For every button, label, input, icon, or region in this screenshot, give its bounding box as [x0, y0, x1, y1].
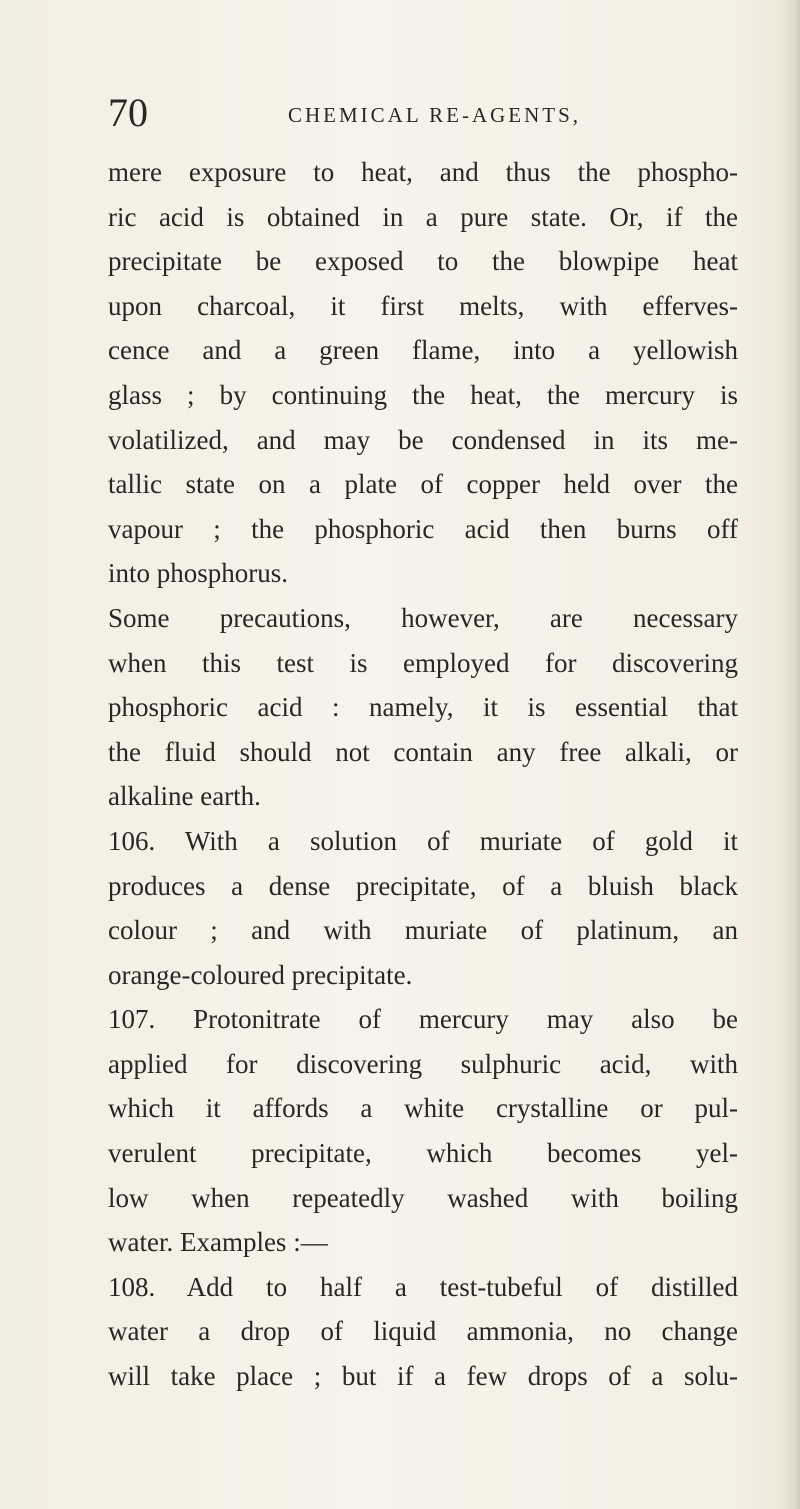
text-line: produces a dense precipitate, of a bluish black — [108, 870, 738, 901]
text-line: upon charcoal, it first melts, with efferves- — [108, 290, 738, 321]
text-line: water. Examples :— — [108, 1227, 328, 1258]
text-line: into phosphorus. — [108, 558, 289, 589]
text-line: tallic state on a plate of copper held over the — [108, 469, 738, 500]
text-line: low when repeatedly washed with boiling — [108, 1182, 738, 1213]
running-head: CHEMICAL RE-AGENTS, — [288, 103, 582, 127]
text-line: glass ; by continuing the heat, the mercury is — [108, 379, 738, 410]
text-line: which it affords a white crystalline or pul- — [108, 1093, 738, 1124]
section-107-line: 107. Protonitrate of mercury may also be — [108, 1004, 738, 1035]
page-number: 70 — [108, 90, 148, 135]
text-line: will take place ; but if a few drops of a solu- — [108, 1361, 738, 1392]
text-line: colour ; and with muriate of platinum, an — [108, 915, 738, 946]
text-line: precipitate be exposed to the blowpipe heat — [108, 246, 738, 277]
text-line: orange-coloured precipitate. — [108, 959, 413, 990]
text-line: mere exposure to heat, and thus the phospho- — [108, 157, 738, 187]
text-line: cence and a green flame, into a yellowish — [108, 335, 738, 366]
text-line: vapour ; the phosphoric acid then burns off — [108, 513, 738, 544]
section-106-line: 106. With a solution of muriate of gold it — [108, 825, 738, 856]
body-text — [108, 150, 738, 1399]
page-edge-shadow — [782, 0, 800, 1509]
text-line: ric acid is obtained in a pure state. Or, if the — [108, 201, 738, 232]
section-108-line: 108. Add to half a test-tubeful of distilled — [108, 1271, 738, 1302]
text-line: volatilized, and may be condensed in its me- — [108, 424, 738, 455]
text-line: alkaline earth. — [108, 781, 261, 812]
page-header — [108, 88, 748, 138]
text-line: verulent precipitate, which becomes yel- — [108, 1138, 738, 1169]
text-line: applied for discovering sulphuric acid, with — [108, 1048, 738, 1079]
text-line: when this test is employed for discovering — [108, 647, 738, 678]
text-line: phosphoric acid : namely, it is essential that — [108, 692, 738, 723]
text-line: water a drop of liquid ammonia, no change — [108, 1316, 738, 1347]
paragraph-start-line: Some precautions, however, are necessary — [108, 602, 738, 633]
text-line: the fluid should not contain any free alkali, or — [108, 736, 738, 767]
